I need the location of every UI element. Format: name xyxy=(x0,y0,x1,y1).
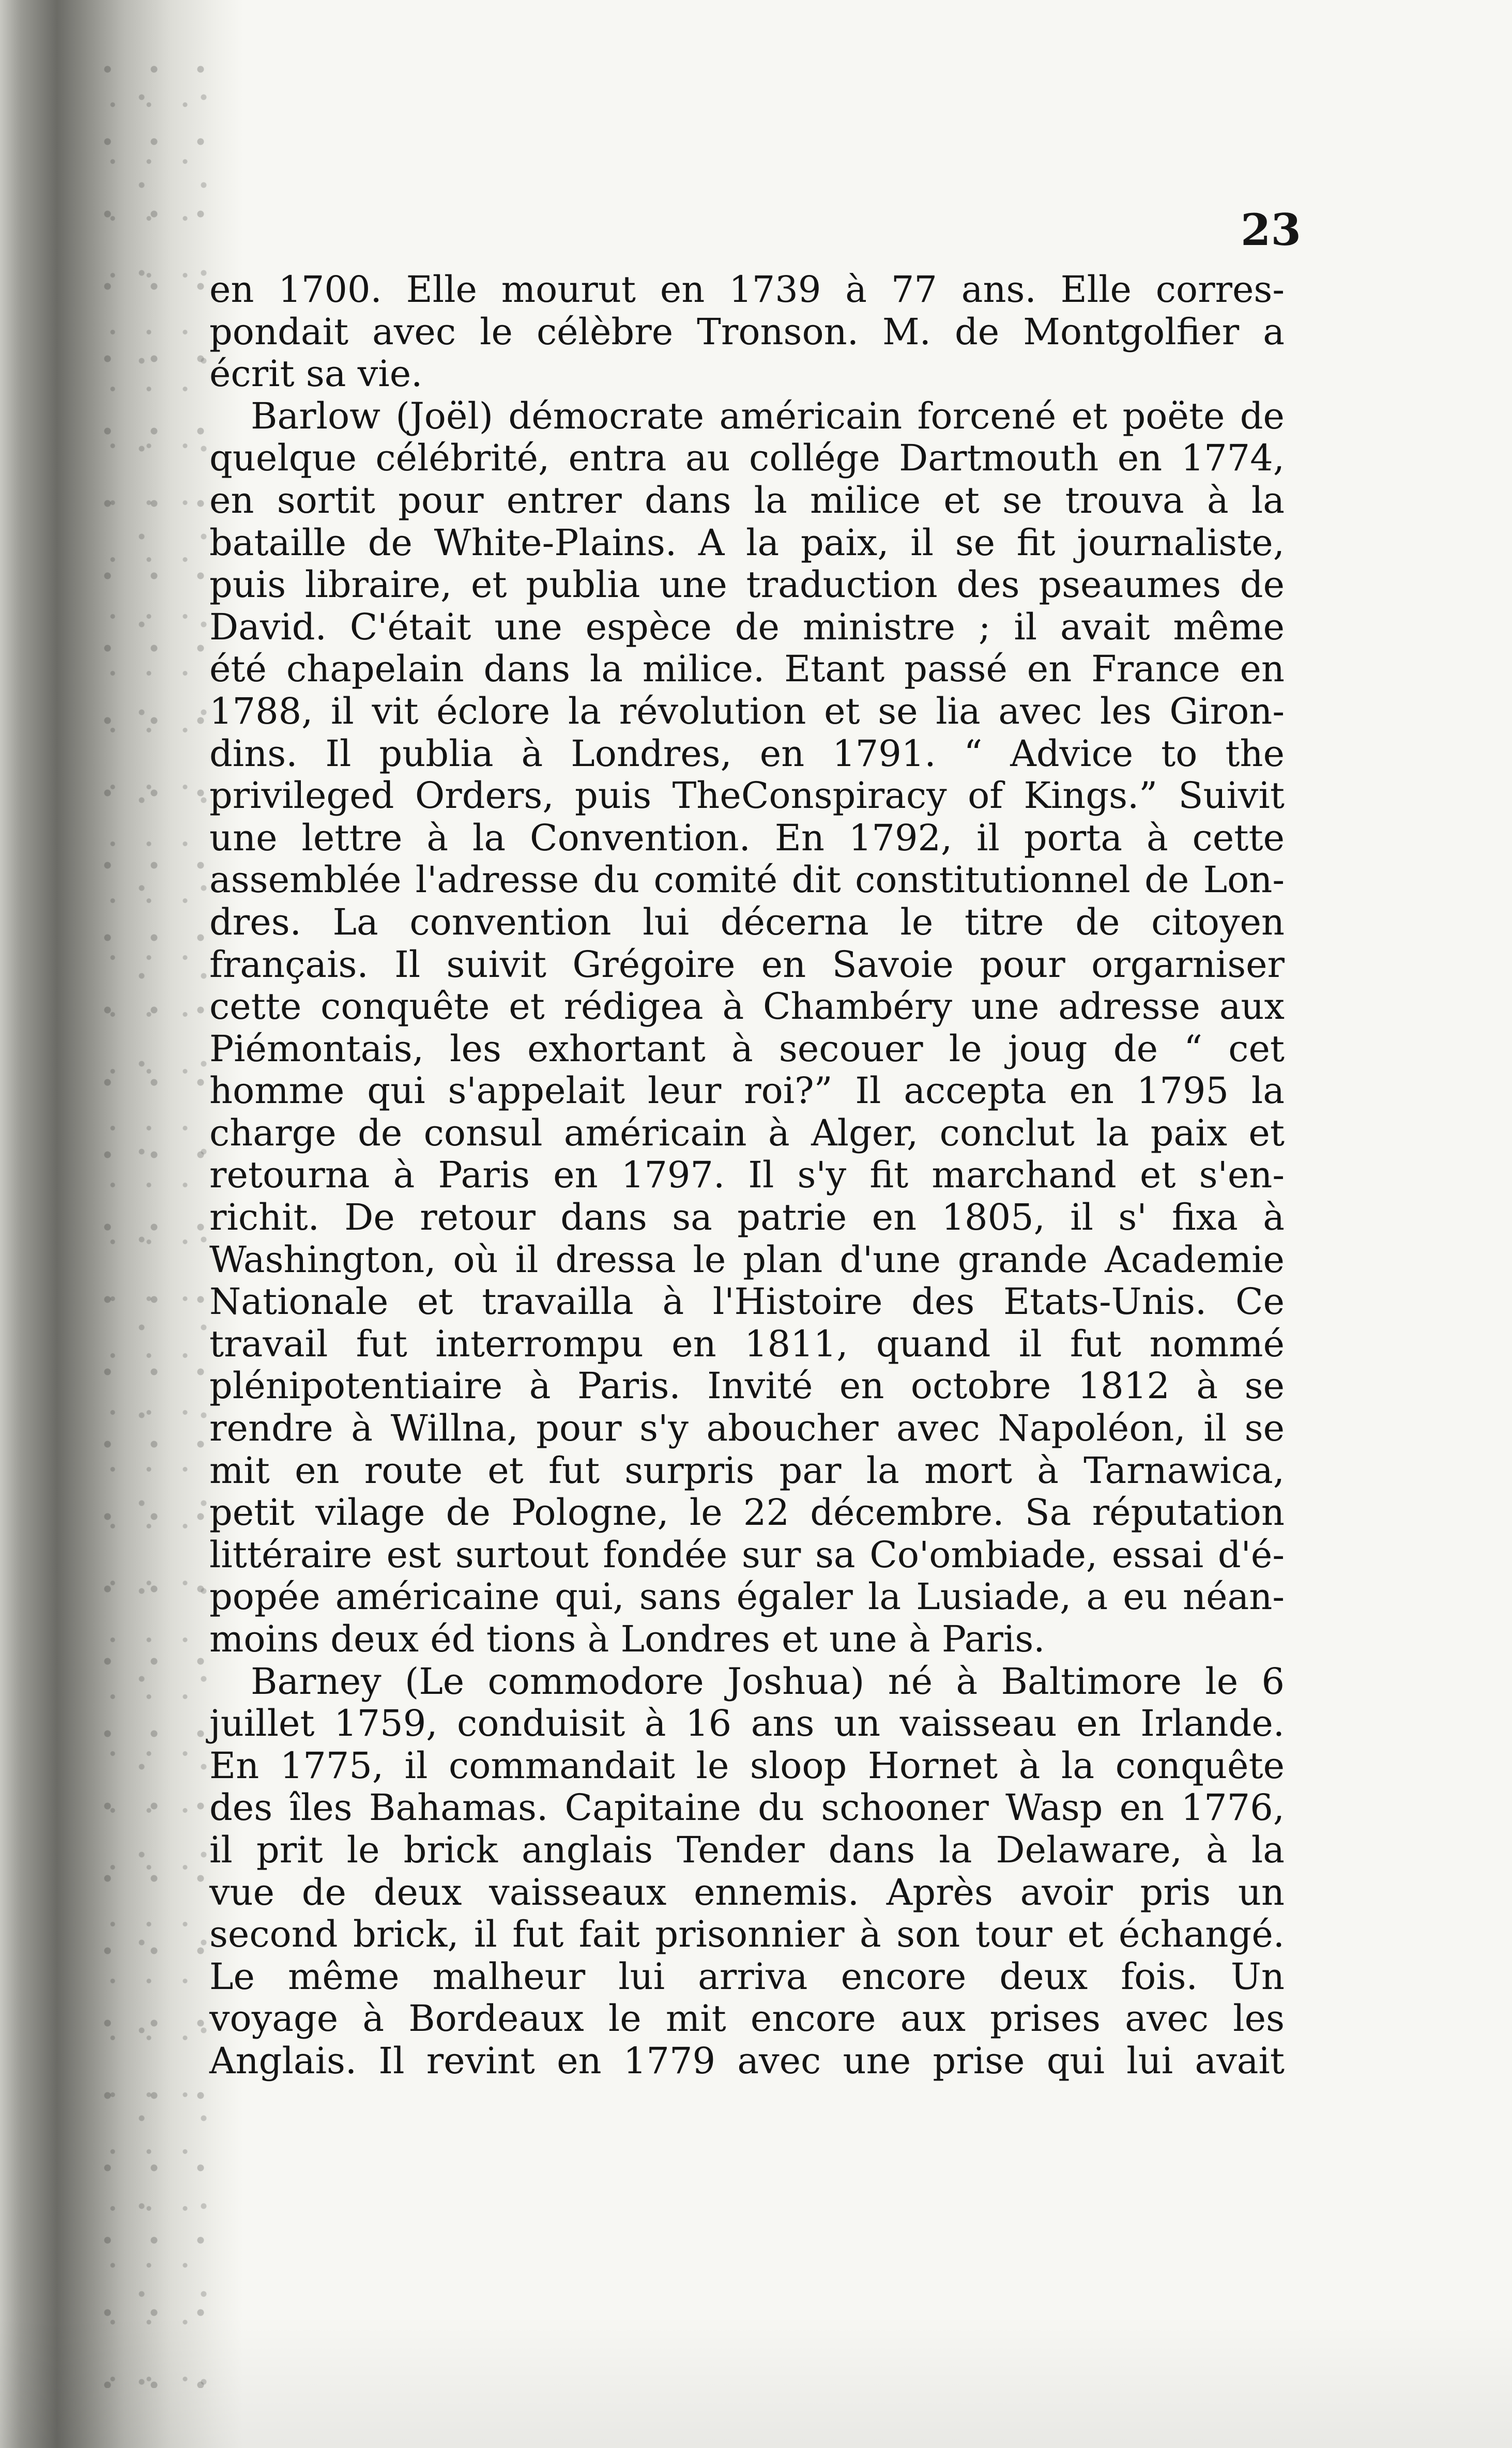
text-line: mit en route et fut surpris par la mort à Tarnawica, xyxy=(209,1449,1285,1492)
text-line: plénipotentiaire à Paris. Invité en octobre 1812 à se xyxy=(209,1365,1285,1407)
body-text xyxy=(209,269,1285,2083)
text-line: En 1775, il commandait le sloop Hornet à la conquête xyxy=(209,1744,1285,1787)
text-line: une lettre à la Convention. En 1792, il porta à cette xyxy=(209,816,1285,859)
text-line: Washington, où il dressa le plan d'une grande Academie xyxy=(209,1238,1285,1281)
text-line: David. C'était une espèce de ministre ; il avait même xyxy=(209,605,1285,648)
text-line: Le même malheur lui arriva encore deux fois. Un xyxy=(209,1955,1285,1998)
gutter-speckle xyxy=(98,62,207,2388)
text-line: Nationale et travailla à l'Histoire des Etats-Unis. Ce xyxy=(209,1280,1285,1323)
text-line: bataille de White-Plains. A la paix, il se fit journaliste, xyxy=(209,521,1285,564)
text-line: popée américaine qui, sans égaler la Lusiade, a eu néan- xyxy=(209,1575,1285,1618)
text-line: puis libraire, et publia une traduction des pseaumes de xyxy=(209,563,1285,606)
text-line: Piémontais, les exhortant à secouer le joug de “ cet xyxy=(209,1027,1285,1070)
text-line: rendre à Willna, pour s'y aboucher avec Napoléon, il se xyxy=(209,1407,1285,1450)
text-line: il prit le brick anglais Tender dans la Delaware, à la xyxy=(209,1828,1285,1871)
text-line: Anglais. Il revint en 1779 avec une prise qui lui avait xyxy=(209,2039,1285,2082)
text-line: français. Il suivit Grégoire en Savoie pour orgarniser xyxy=(209,943,1285,986)
text-line: homme qui s'appelait leur roi?” Il accepta en 1795 la xyxy=(209,1069,1285,1112)
text-line: littéraire est surtout fondée sur sa Co'ombiade, essai d'é- xyxy=(209,1533,1285,1576)
text-line: charge de consul américain à Alger, conclut la paix et xyxy=(209,1111,1285,1154)
text-line: Barlow (Joël) démocrate américain forcené et poëte de xyxy=(251,394,1285,437)
text-line: 1788, il vit éclore la révolution et se lia avec les Giron- xyxy=(209,690,1285,732)
text-line: second brick, il fut fait prisonnier à son tour et échangé. xyxy=(209,1913,1285,1956)
text-line: juillet 1759, conduisit à 16 ans un vaisseau en Irlande. xyxy=(209,1702,1285,1745)
text-line: dres. La convention lui décerna le titre de citoyen xyxy=(209,900,1285,943)
text-line: petit vilage de Pologne, le 22 décembre. Sa réputation xyxy=(209,1491,1285,1534)
text-line: écrit sa vie. xyxy=(209,353,423,395)
text-line: été chapelain dans la milice. Etant passé en France en xyxy=(209,648,1285,691)
text-line: dins. Il publia à Londres, en 1791. “ Advice to the xyxy=(209,732,1285,775)
text-line: richit. De retour dans sa patrie en 1805, il s' fixa à xyxy=(209,1196,1285,1239)
text-line: en sortit pour entrer dans la milice et se trouva à la xyxy=(209,479,1285,522)
text-line: vue de deux vaisseaux ennemis. Après avoir pris un xyxy=(209,1871,1285,1914)
page-number: 23 xyxy=(1241,204,1301,255)
text-line: retourna à Paris en 1797. Il s'y fit marchand et s'en- xyxy=(209,1154,1285,1197)
text-line: cette conquête et rédigea à Chambéry une adresse aux xyxy=(209,985,1285,1028)
text-line: moins deux éd tions à Londres et une à Paris. xyxy=(209,1618,1045,1660)
text-line: pondait avec le célèbre Tronson. M. de Montgolfier a xyxy=(209,310,1285,353)
text-line: assemblée l'adresse du comité dit constitutionnel de Lon- xyxy=(209,859,1285,901)
text-line: des îles Bahamas. Capitaine du schooner Wasp en 1776, xyxy=(209,1786,1285,1829)
text-line: quelque célébrité, entra au collége Dartmouth en 1774, xyxy=(209,437,1285,480)
text-line: privileged Orders, puis TheConspiracy of Kings.” Suivit xyxy=(209,774,1285,817)
text-line: en 1700. Elle mourut en 1739 à 77 ans. Elle corres- xyxy=(209,268,1285,311)
text-line: Barney (Le commodore Joshua) né à Baltimore le 6 xyxy=(251,1660,1285,1703)
text-line: travail fut interrompu en 1811, quand il fut nommé xyxy=(209,1322,1285,1365)
text-line: voyage à Bordeaux le mit encore aux prises avec les xyxy=(209,1997,1285,2040)
bottom-shadow xyxy=(0,2316,1512,2448)
